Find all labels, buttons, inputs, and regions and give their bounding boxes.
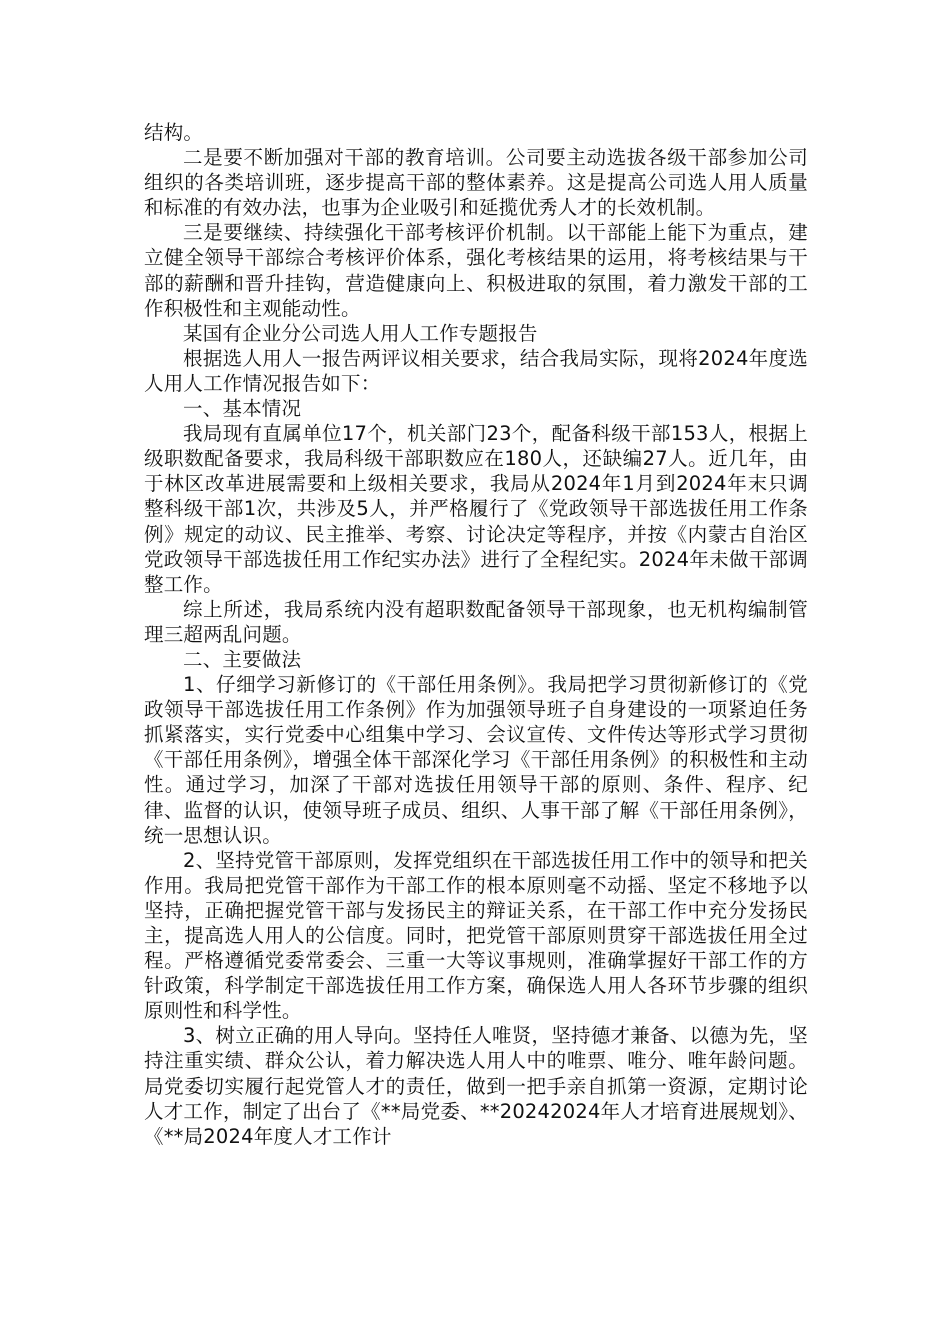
- paragraph: 1、仔细学习新修订的《干部任用条例》。我局把学习贯彻新修订的《党政领导干部选拔任用工作条例》作为加强领导班子自身建设的一项紧迫任务抓紧落实，实行党委中心组集中学习、会议宣传、文件传达等形式学习贯彻《干部任用条例》，增强全体干部深化学习《干部任用条例》的积极性和主动性。通过学习，加深了干部对选拔任用领导干部的原则、条件、程序、纪律、监督的认识，使领导班子成员、组织、人事干部了解《干部任用条例》，统一思想认识。: [144, 673, 808, 847]
- paragraph: 三是要继续、持续强化干部考核评价机制。以干部能上能下为重点，建立健全领导干部综合考核评价体系，强化考核结果的运用，将考核结果与干部的薪酬和晋升挂钩，营造健康向上、积极进取的氛围，着力激发干部的工作积极性和主观能动性。: [144, 221, 808, 320]
- paragraph: 综上所述，我局系统内没有超职数配备领导干部现象，也无机构编制管理三超两乱问题。: [144, 597, 808, 646]
- paragraph: 2、坚持党管干部原则，发挥党组织在干部选拔任用工作中的领导和把关作用。我局把党管干部作为干部工作的根本原则毫不动摇、坚定不移地予以坚持，正确把握党管干部与发扬民主的辩证关系，在干部工作中充分发扬民主，提高选人用人的公信度。同时，把党管干部原则贯穿干部选拔任用全过程。严格遵循党委常委会、三重一大等议事规则，准确掌握好干部工作的方针政策，科学制定干部选拔任用工作方案，确保选人用人各环节步骤的组织原则性和科学性。: [144, 848, 808, 1023]
- report-title: 某国有企业分公司选人用人工作专题报告: [183, 321, 538, 345]
- section-heading: 一、基本情况: [183, 397, 302, 421]
- paragraph: 二是要不断加强对干部的教育培训。公司要主动选拔各级干部参加公司组织的各类培训班，逐步提高干部的整体素养。这是提高公司选人用人质量和标准的有效办法，也事为企业吸引和延揽优秀人才的长效机制。: [144, 146, 808, 220]
- paragraph: 结构。: [144, 121, 204, 144]
- document-page: [144, 120, 808, 1149]
- section-heading: 二、主要做法: [183, 647, 302, 671]
- paragraph: 3、树立正确的用人导向。坚持任人唯贤，坚持德才兼备、以德为先，坚持注重实绩、群众公认，着力解决选人用人中的唯票、唯分、唯年龄问题。局党委切实履行起党管人才的责任，做到一把手亲自抓第一资源，定期讨论人才工作，制定了出台了《**局党委、**20242024年人才培育进展规划》、《**局2024年度人才工作计: [144, 1024, 808, 1148]
- paragraph: 我局现有直属单位17个，机关部门23个，配备科级干部153人，根据上级职数配备要求，我局科级干部职数应在180人，还缺编27人。近几年，由于林区改革进展需要和上级相关要求，我局从2024年1月到2024年末只调整科级干部1次，共涉及5人，并严格履行了《党政领导干部选拔任用工作条例》规定的动议、民主推举、考察、讨论决定等程序，并按《内蒙古自治区党政领导干部选拔任用工作纪实办法》进行了全程纪实。2024年未做干部调整工作。: [144, 422, 808, 596]
- paragraph: 根据选人用人一报告两评议相关要求，结合我局实际，现将2024年度选人用人工作情况报告如下：: [144, 346, 808, 395]
